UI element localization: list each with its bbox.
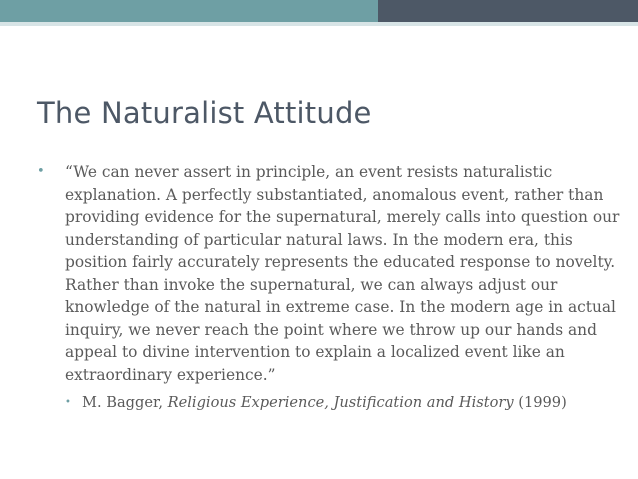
citation-book-title: Religious Experience, Justification and History xyxy=(167,394,514,411)
quote-text: “We can never assert in principle, an event resists naturalistic explanation. A perfectly substantiated, anomalous event, rather than providing evidence for the supernatural, merely calls into question our understanding of particular natural laws. In the modern era, this position fairly accurately represents the educated response to novelty. Rather than invoke the supernatural, we can always adjust our knowledge of the natural in extreme case. In the modern age in actual inquiry, we never reach the point where we throw up our hands and appeal to divine intervention to explain a localized event like an extraordinary experience.” xyxy=(65,163,620,384)
header-band xyxy=(0,0,638,22)
slide-body xyxy=(37,161,622,414)
slide-title: The Naturalist Attitude xyxy=(37,96,372,130)
header-band-light-strip xyxy=(0,22,638,26)
citation-author: M. Bagger, xyxy=(82,394,168,411)
bullet-icon: • xyxy=(37,164,45,179)
quote-bullet xyxy=(37,161,622,386)
citation-year: (1999) xyxy=(513,394,567,411)
header-band-dark xyxy=(378,0,638,22)
citation-bullet xyxy=(37,392,622,414)
sub-bullet-icon: • xyxy=(65,397,71,408)
